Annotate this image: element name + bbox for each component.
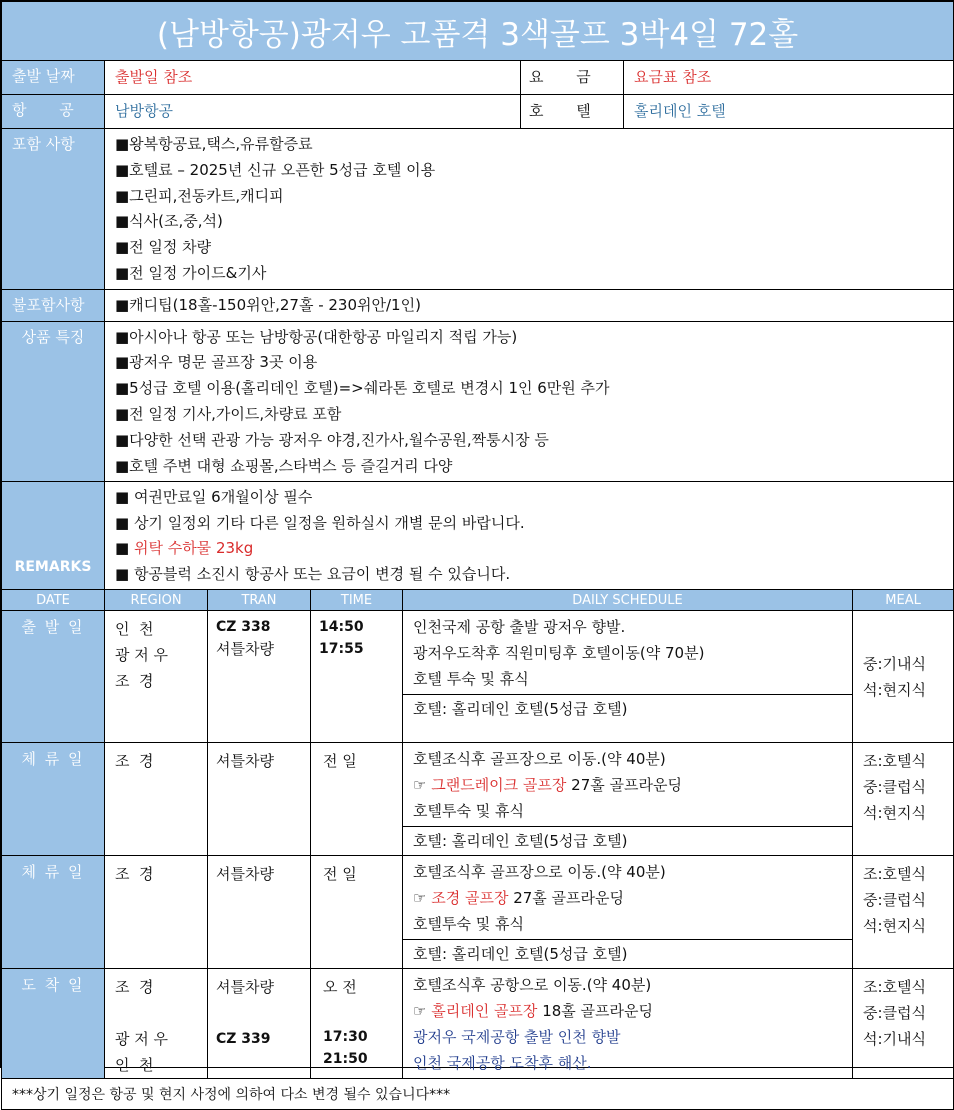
day-schedule [403,743,853,856]
golf-line [413,772,852,798]
hotel-value: 홀리데인 호텔 [624,95,954,129]
schedule-hotel: 호텔: 홀리데인 호텔(5성급 호텔) [403,939,852,968]
baggage-note: 위탁 수하물 23kg [133,539,254,558]
price-label: 요 금 [521,61,624,95]
feature-item: ■광저우 명문 골프장 3곳 이용 [115,353,318,372]
flight-code: CZ 339 [216,1031,271,1048]
tran-line [216,1000,310,1026]
included-item: ■그린피,전동카트,캐디피 [115,186,284,205]
remark-prefix: ■ [115,539,134,558]
flight-code: CZ 338 [216,619,271,636]
remarks-label: REMARKS [2,482,105,590]
airline-label: 항 공 [2,95,105,129]
day-tran [208,969,311,1079]
airline-value: 남방항공 [105,95,521,129]
schedule-line: 인천 국제공항 도착후 해산. [413,1054,592,1073]
header-region: REGION [105,590,208,611]
tran-line: 셔틀차량 [216,978,274,997]
meal-line: 조:호텔식 [863,978,927,997]
golf-line [413,998,852,1024]
schedule-line: 호텔 투숙 및 휴식 [413,670,529,689]
day-label: 체 류 일 [2,856,105,969]
region-line: 인 천 [115,1056,154,1075]
tran-line: 셔틀차량 [216,752,274,771]
header-time: TIME [311,590,403,611]
schedule-line: 호텔조식후 공항으로 이동.(약 40분) [413,976,652,995]
remarks-list [105,482,954,590]
feature-item: ■다양한 선택 관광 가능 광저우 야경,진가사,월수공원,짝퉁시장 등 [115,430,549,449]
day-label: 출 발 일 [2,611,105,743]
schedule-line: 호텔투숙 및 휴식 [413,915,524,934]
day-time [311,856,403,969]
schedule-line: 광저우도착후 직원미팅후 호텔이동(약 70분) [413,644,705,663]
day-region [105,611,208,743]
remark-item: ■ 항공블럭 소진시 항공사 또는 요금이 변경 될 수 있습니다. [115,564,511,583]
included-label: 포함 사항 [2,129,105,290]
region-line: 인 천 [115,620,154,639]
day-region [105,969,208,1079]
meal-line: 중:기내식 [863,654,927,673]
time-line: 21:50 [323,1051,368,1068]
tran-line: 셔틀차량 [216,865,274,884]
day-region [105,856,208,969]
footer-note: ***상기 일정은 항공 및 현지 사정에 의하여 다소 변경 될수 있습니다*** [2,1079,954,1110]
region-line: 광 저 우 [115,1030,169,1049]
schedule-line: 호텔조식후 골프장으로 이동.(약 40분) [413,750,666,769]
schedule-hotel: 호텔: 홀리데인 호텔(5성급 호텔) [403,694,852,723]
meal-line: 중:클럽식 [863,778,927,797]
day-tran [208,856,311,969]
schedule-line: 인천국제 공항 출발 광저우 향발. [413,618,626,637]
day-tran [208,743,311,856]
meal-line: 조:호텔식 [863,752,927,771]
day-meal [853,856,954,969]
feature-item: ■아시아나 항공 또는 남방항공(대한항공 마일리지 적립 가능) [115,327,518,346]
day-schedule [403,856,853,969]
region-line [115,1000,207,1026]
meal-line: 중:클럽식 [863,1004,927,1023]
included-list [105,129,954,290]
day-region [105,743,208,856]
header-tran: TRAN [208,590,311,611]
day-tran [208,611,311,743]
time-line [323,1000,402,1026]
meal-line: 중:클럽식 [863,891,927,910]
header-meal: MEAL [853,590,954,611]
day-meal [853,743,954,856]
schedule-line: 호텔조식후 골프장으로 이동.(약 40분) [413,863,666,882]
meal-line: 조:호텔식 [863,865,927,884]
day-meal [853,969,954,1079]
day-time [311,969,403,1079]
price-value: 요금표 참조 [624,61,954,95]
day-time [311,611,403,743]
tran-line: 셔틀차량 [216,640,274,659]
golf-course-name: 조경 골프장 [431,889,509,908]
features-label: 상품 특징 [2,321,105,482]
time-line: 전 일 [323,865,357,884]
region-line: 광 저 우 [115,646,169,665]
meal-line: 석:현지식 [863,680,927,699]
schedule-line: 광저우 국제공항 출발 인천 향발 [413,1028,621,1047]
features-list [105,321,954,482]
time-line: 17:55 [319,641,364,658]
feature-item: ■전 일정 기사,가이드,차량료 포함 [115,404,342,423]
pointing-hand-icon: ☞ [413,889,432,908]
region-line: 조 경 [115,865,154,884]
included-item: ■왕복항공료,택스,유류할증료 [115,135,313,153]
pointing-hand-icon: ☞ [413,1002,432,1021]
excluded-label: 불포함사항 [2,289,105,321]
remark-item: ■ 여권만료일 6개월이상 필수 [115,488,313,507]
page-title: (남방항공)광저우 고품격 3색골프 3박4일 72홀 [2,2,954,61]
header-date: DATE [2,590,105,611]
depart-date-label: 출발 날짜 [2,61,105,95]
feature-item: ■5성급 호텔 이용(홀리데인 호텔)=>쉐라톤 호텔로 변경시 1인 6만원 추가 [115,379,610,398]
day-meal [853,611,954,743]
region-line: 조 경 [115,752,154,771]
golf-course-name: 홀리데인 골프장 [431,1002,538,1021]
day-schedule [403,969,853,1079]
excluded-list [105,289,954,321]
remark-item: ■ 상기 일정외 기타 다른 일정을 원하실시 개별 문의 바랍니다. [115,513,525,532]
feature-item: ■호텔 주변 대형 쇼핑몰,스타벅스 등 즐길거리 다양 [115,456,453,475]
time-line: 오 전 [323,978,357,997]
golf-course-name: 그랜드레이크 골프장 [431,776,567,795]
day-schedule [403,611,853,743]
depart-date-value: 출발일 참조 [105,61,521,95]
schedule-line: 호텔투숙 및 휴식 [413,802,524,821]
pointing-hand-icon: ☞ [413,776,432,795]
day-time [311,743,403,856]
included-item: ■전 일정 가이드&기사 [115,263,267,282]
included-item: ■호텔료 – 2025년 신규 오픈한 5성급 호텔 이용 [115,160,436,179]
included-item: ■전 일정 차량 [115,238,212,257]
time-line: 전 일 [323,752,357,771]
golf-holes: 18홀 골프라운딩 [537,1002,653,1021]
day-label: 체 류 일 [2,743,105,856]
remark-item [115,536,953,562]
region-line: 조 경 [115,672,154,691]
schedule-hotel: 호텔: 홀리데인 호텔(5성급 호텔) [403,826,852,855]
golf-line [413,885,852,911]
time-line: 17:30 [323,1029,368,1046]
itinerary-table [1,1,954,1110]
header-daily-schedule: DAILY SCHEDULE [403,590,853,611]
day-label: 도 착 일 [2,969,105,1079]
meal-line: 석:현지식 [863,917,927,936]
region-line: 조 경 [115,978,154,997]
meal-line: 석:현지식 [863,804,927,823]
golf-holes: 27홀 골프라운딩 [566,776,682,795]
excluded-item: ■캐디팁(18홀-150위안,27홀 - 230위안/1인) [115,295,421,314]
included-item: ■식사(조,중,석) [115,212,223,231]
meal-line: 석:기내식 [863,1030,927,1049]
golf-holes: 27홀 골프라운딩 [508,889,625,908]
hotel-label: 호 텔 [521,95,624,129]
time-line: 14:50 [319,619,364,636]
